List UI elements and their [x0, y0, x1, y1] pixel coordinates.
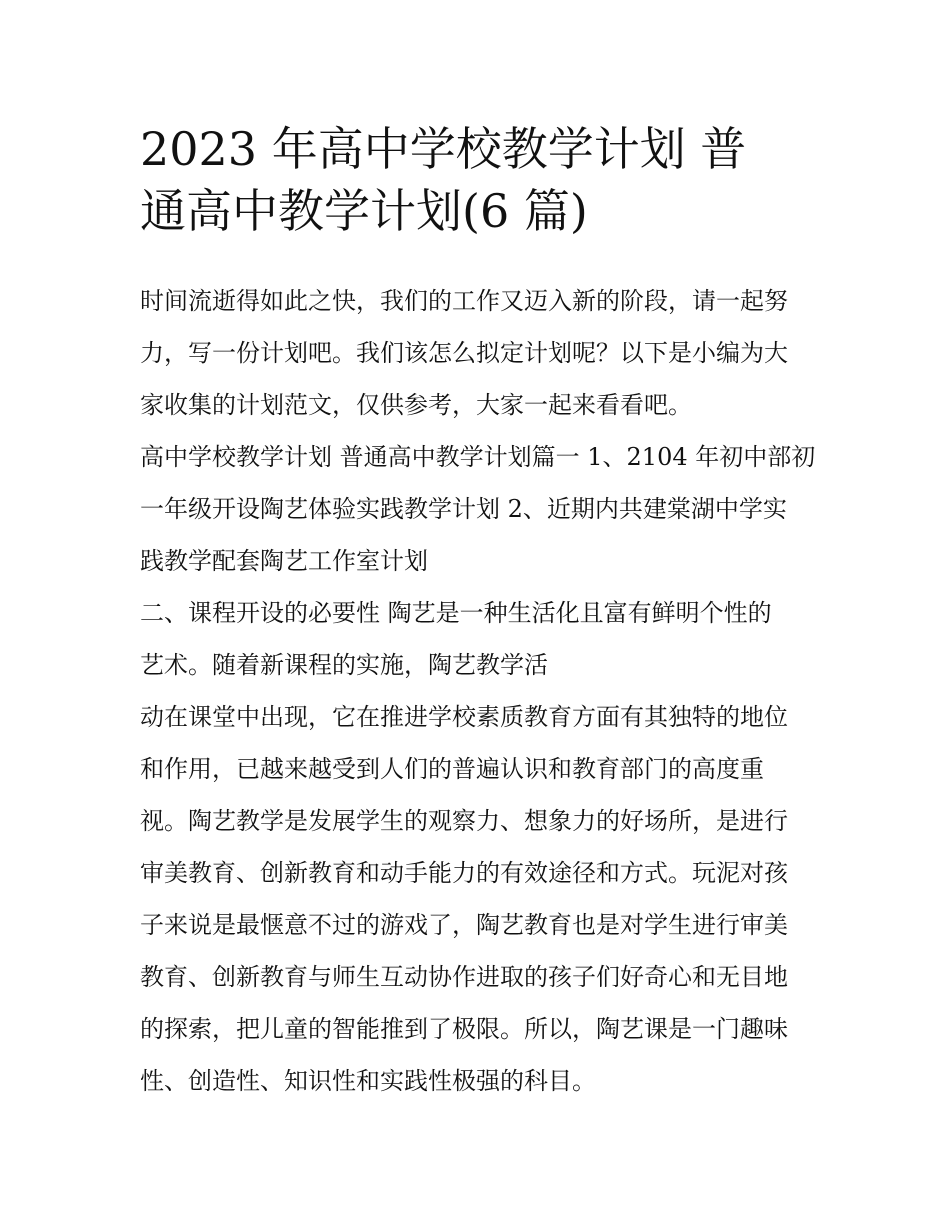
document-body: [140, 280, 830, 1112]
body-line: 力，写一份计划吧。我们该怎么拟定计划呢？以下是小编为大: [140, 339, 788, 367]
body-line: 时间流逝得如此之快，我们的工作又迈入新的阶段，请一起努: [140, 287, 788, 315]
body-line: 教育、创新教育与师生互动协作进取的孩子们好奇心和无目地: [140, 963, 788, 991]
body-line: 家收集的计划范文，仅供参考，大家一起来看看吧。: [140, 391, 692, 419]
title-line-1: 2023 年高中学校教学计划 普: [140, 122, 747, 176]
body-line: 动在课堂中出现，它在推进学校素质教育方面有其独特的地位: [140, 703, 788, 731]
body-line: 的探索，把儿童的智能推到了极限。所以，陶艺课是一门趣味: [140, 1015, 788, 1043]
body-line: 审美教育、创新教育和动手能力的有效途径和方式。玩泥对孩: [140, 859, 788, 887]
body-line: 一年级开设陶艺体验实践教学计划 2、近期内共建棠湖中学实: [140, 495, 787, 523]
body-line: 高中学校教学计划 普通高中教学计划篇一 1、2104 年初中部初: [140, 443, 816, 471]
title-line-2: 通高中教学计划(6 篇): [140, 184, 588, 238]
body-line: 二、课程开设的必要性 陶艺是一种生活化且富有鲜明个性的: [140, 599, 772, 627]
document-title: [140, 118, 830, 242]
body-line: 践教学配套陶艺工作室计划: [140, 547, 428, 575]
body-line: 艺术。随着新课程的实施，陶艺教学活: [140, 651, 548, 679]
body-line: 和作用，已越来越受到人们的普遍认识和教育部门的高度重: [140, 755, 764, 783]
body-line: 性、创造性、知识性和实践性极强的科目。: [140, 1067, 596, 1095]
body-line: 视。陶艺教学是发展学生的观察力、想象力的好场所，是进行: [140, 807, 788, 835]
body-line: 子来说是最惬意不过的游戏了，陶艺教育也是对学生进行审美: [140, 911, 788, 939]
